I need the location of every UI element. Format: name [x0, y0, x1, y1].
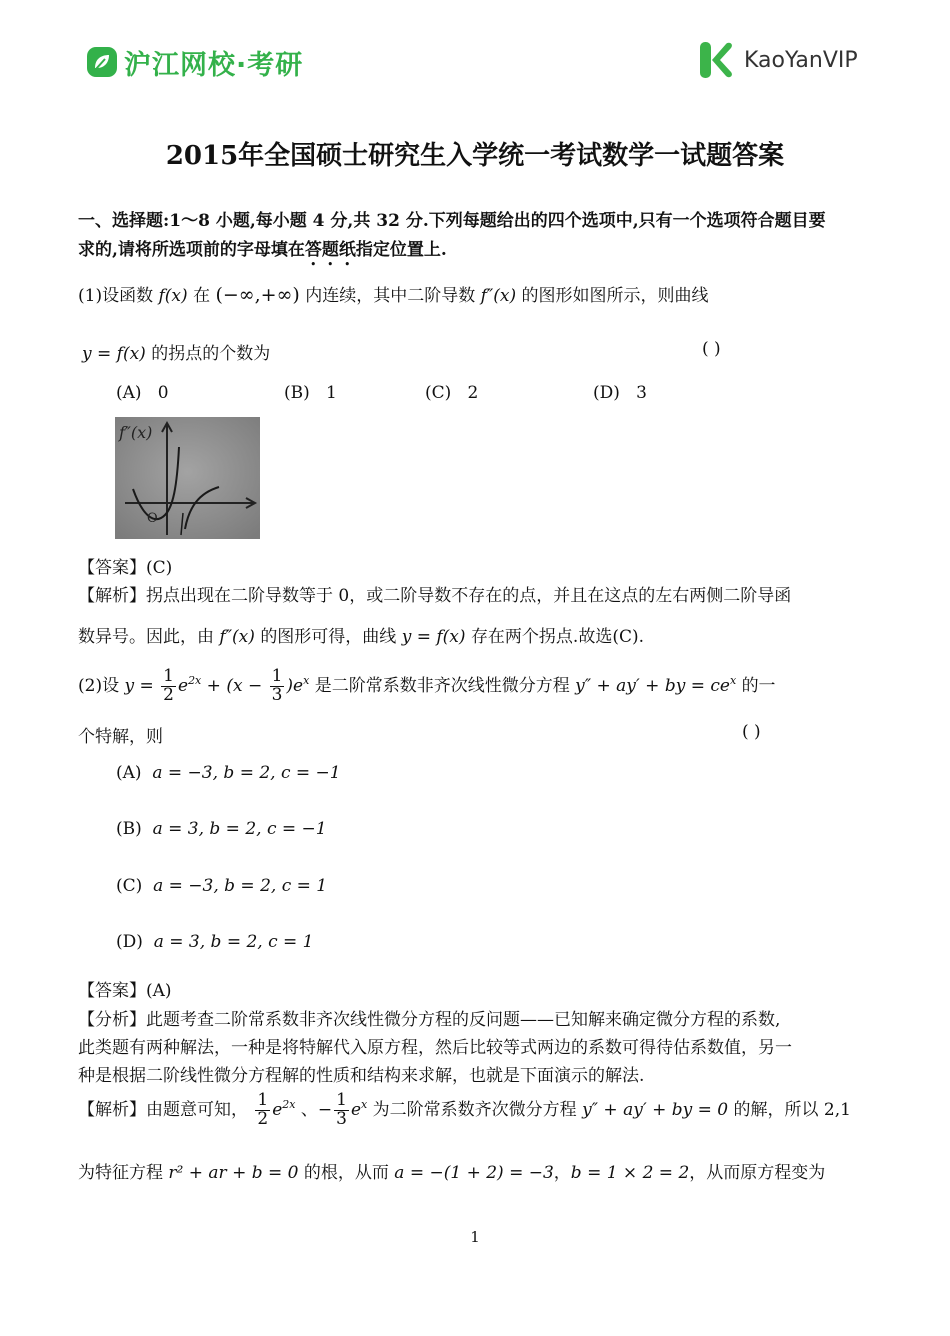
analysis-text: 数异号。因此，由 — [78, 627, 214, 647]
option-label: (A) — [116, 383, 142, 403]
q2-fenxi-line3: 种是根据二阶线性微分方程解的性质和结构来求解，也就是下面演示的解法. — [78, 1066, 645, 1086]
q1-answer: 【答案】(C) — [78, 558, 173, 578]
q1-option-a — [116, 383, 169, 403]
option-value: 1 — [325, 383, 337, 403]
q2-jiexi-line2 — [78, 1158, 825, 1183]
section-instructions-line2 — [78, 235, 447, 270]
q1-analysis-line2 — [78, 622, 644, 647]
option-value: a = −3, b = 2, c = −1 — [152, 763, 341, 783]
math-y-fx: y = f(x) — [82, 344, 146, 364]
separator: ， — [553, 1163, 571, 1183]
math-fpp: f″(x) — [480, 286, 517, 306]
answer-blank: ( ) — [702, 339, 721, 359]
second-derivative-graph — [115, 417, 260, 539]
q2-fenxi-line2: 此类题有两种解法，一种是将特解代入原方程，然后比较等式两边的系数可得待估系数值，另一 — [78, 1038, 792, 1058]
fraction-half — [255, 1092, 270, 1129]
page-title: 2015年全国硕士研究生入学统一考试数学一试题答案 — [165, 141, 785, 171]
separator: 、 — [300, 1099, 318, 1120]
question-text: 的拐点的个数为 — [151, 344, 271, 364]
hujiang-logo-text: 沪江网校·考研 — [124, 49, 304, 81]
page-number: 1 — [470, 1228, 480, 1246]
option-value: a = 3, b = 2, c = 1 — [153, 932, 314, 952]
math-fx: f(x) — [158, 286, 188, 306]
analysis-label: 【解析】 — [78, 586, 146, 606]
section-instructions-line1: 一、选择题:1～8 小题,每小题 4 分,共 32 分.下列每题给出的四个选项中,只有一个选项符合题目要 — [78, 211, 826, 231]
fraction-denominator: 2 — [257, 1108, 269, 1129]
fraction-third — [334, 1092, 349, 1129]
question-2-stem-line2: 个特解，则 — [78, 727, 163, 747]
analysis-text: 的图形可得，曲线 — [260, 627, 397, 647]
analysis-text: 为特征方程 — [78, 1163, 163, 1183]
math-interval: (−∞,+∞) — [215, 284, 300, 306]
graph-label-origin: O — [147, 511, 158, 526]
math-ode: y″ + ay′ + by = ce — [575, 675, 730, 696]
kaoyanvip-logo — [698, 40, 858, 80]
fraction-denominator: 3 — [271, 684, 283, 705]
graph-label-fpp: f″(x) — [119, 423, 153, 442]
option-value: a = −3, b = 2, c = 1 — [153, 876, 328, 896]
instructions-emphasis: 答题纸 — [304, 240, 356, 260]
analysis-text: 拐点出现在二阶导数等于 0，或二阶导数不存在的点，并且在这点的左右两侧二阶导函 — [146, 586, 792, 606]
option-label: (B) — [284, 383, 310, 403]
question-text: 设 — [102, 675, 120, 696]
option-value: 0 — [157, 383, 169, 403]
math-e: e — [272, 1099, 283, 1120]
option-value: 2 — [467, 383, 479, 403]
analysis-text: 存在两个拐点.故选(C). — [470, 627, 645, 647]
answer-blank: ( ) — [742, 722, 761, 742]
option-label: (B) — [116, 819, 142, 839]
question-text: 设函数 — [102, 286, 154, 306]
fraction-half — [161, 668, 176, 705]
fraction-numerator: 1 — [271, 666, 283, 686]
math-ode-homogeneous: y″ + ay′ + by = 0 — [582, 1099, 729, 1120]
analysis-text: ，从而原方程变为 — [689, 1163, 826, 1183]
analysis-text: 为二阶常系数齐次微分方程 — [372, 1099, 577, 1120]
analysis-text: 的解，所以 2,1 — [733, 1099, 851, 1120]
fraction-third — [270, 668, 285, 705]
option-value: 3 — [636, 383, 647, 403]
math-exponent: 2x — [282, 1098, 296, 1112]
math-exponent: x — [729, 674, 737, 688]
question-text: 是二阶常系数非齐次线性微分方程 — [314, 675, 570, 696]
question-number: (1) — [78, 286, 103, 306]
instructions-text: 求的,请将所选项前的字母填在 — [78, 240, 305, 260]
q2-option-d — [116, 932, 313, 952]
question-text: 内连续，其中二阶导数 — [305, 286, 476, 306]
leaf-logo-icon — [86, 46, 118, 78]
math-e: e — [178, 675, 189, 696]
analysis-text: 的根，从而 — [303, 1163, 389, 1183]
math-term: + (x − — [206, 675, 263, 696]
fraction-numerator: 1 — [163, 666, 174, 686]
question-1-stem-line2 — [82, 339, 270, 364]
analysis-text: 此题考查二阶常系数非齐次线性微分方程的反问题——已知解来确定微分方程的系数, — [146, 1010, 781, 1030]
kaoyanvip-logo-text: KaoYanVIP — [744, 47, 858, 73]
q2-fenxi-line1 — [78, 1005, 780, 1030]
math-exponent: x — [361, 1098, 368, 1112]
option-label: (D) — [116, 932, 143, 952]
question-1-stem — [78, 281, 709, 306]
math-characteristic-eq: r² + ar + b = 0 — [168, 1163, 299, 1183]
question-2-stem — [78, 668, 776, 705]
question-text: 在 — [193, 286, 211, 306]
instructions-text: 指定位置上. — [355, 240, 447, 260]
math-e: e — [350, 1099, 362, 1120]
math-y-eq: y = — [124, 675, 154, 696]
question-number: (2) — [78, 675, 103, 696]
fraction-denominator: 2 — [163, 684, 174, 705]
q2-answer: 【答案】(A) — [78, 981, 172, 1001]
q1-option-b — [284, 383, 337, 403]
hujiang-logo — [86, 42, 303, 82]
k-logo-icon — [698, 40, 736, 80]
option-label: (C) — [425, 383, 452, 403]
question-text: 的一 — [741, 675, 776, 696]
q2-option-b — [116, 819, 327, 839]
math-term: )e — [286, 675, 304, 696]
math-b-value: b = 1 × 2 = 2 — [570, 1163, 690, 1183]
fraction-numerator: 1 — [257, 1090, 269, 1110]
q1-option-c — [425, 383, 478, 403]
analysis-label: 【解析】 — [78, 1099, 146, 1120]
q2-jiexi-line1 — [78, 1092, 851, 1129]
q1-analysis-line1 — [78, 581, 791, 606]
option-label: (D) — [593, 383, 620, 403]
math-exponent: 2x — [188, 674, 202, 688]
option-label: (C) — [116, 876, 143, 896]
math-minus: − — [317, 1099, 333, 1120]
option-label: (A) — [116, 763, 142, 783]
math-fpp: f″(x) — [219, 627, 255, 647]
fraction-numerator: 1 — [336, 1090, 347, 1110]
q1-option-d — [593, 383, 647, 403]
q2-option-c — [116, 876, 327, 896]
fraction-denominator: 3 — [336, 1108, 347, 1129]
question-text: 的图形如图所示，则曲线 — [521, 286, 709, 306]
analysis-label: 【分析】 — [78, 1010, 146, 1030]
q2-option-a — [116, 763, 341, 783]
math-exponent: x — [303, 674, 310, 688]
option-value: a = 3, b = 2, c = −1 — [152, 819, 327, 839]
math-y-fx: y = f(x) — [401, 627, 466, 647]
math-a-value: a = −(1 + 2) = −3 — [394, 1163, 554, 1183]
analysis-text: 由题意可知， — [146, 1099, 248, 1120]
